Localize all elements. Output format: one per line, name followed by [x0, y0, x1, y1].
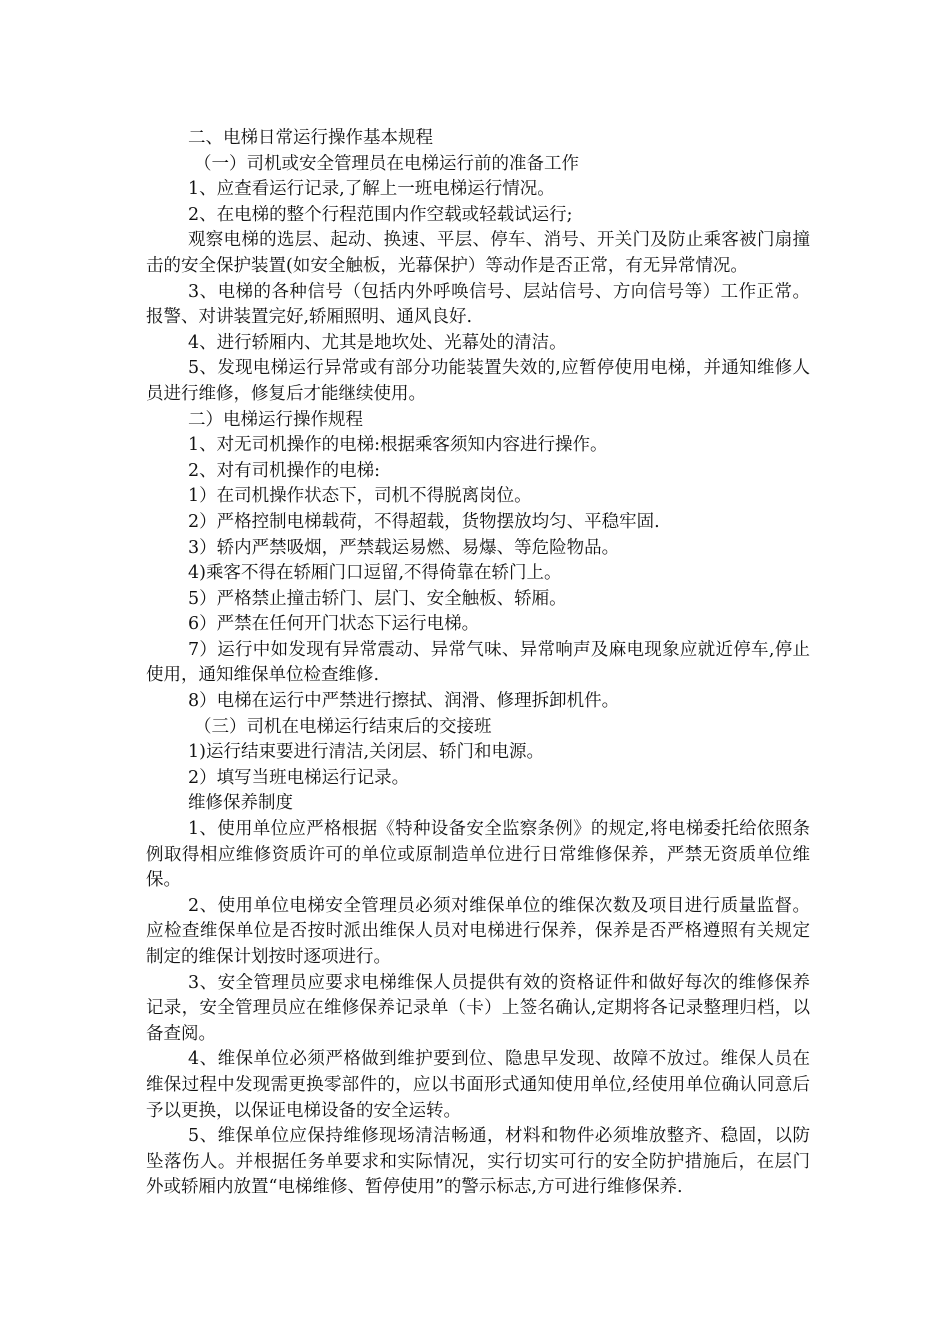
paragraph: 2、对有司机操作的电梯: — [188, 460, 381, 481]
paragraph: 3）轿内严禁吸烟，严禁载运易燃、易爆、等危险物品。 — [188, 537, 620, 558]
paragraph: 2）填写当班电梯运行记录。 — [188, 767, 410, 788]
paragraph: 1、对无司机操作的电梯:根据乘客须知内容进行操作。 — [188, 435, 608, 456]
paragraph: 4)乘客不得在轿厢门口逗留,不得倚靠在轿门上。 — [188, 563, 562, 584]
section-heading: 维修保养制度 — [188, 793, 293, 814]
paragraph: 5、发现电梯运行异常或有部分功能装置失效的,应暂停使用电梯，并通知维修人员进行维修，修复后才能继续使用。 — [146, 358, 810, 404]
document-body — [146, 126, 810, 1201]
paragraph: 8）电梯在运行中严禁进行擦拭、润滑、修理拆卸机件。 — [188, 691, 620, 712]
subsection-heading: 二）电梯运行操作规程 — [188, 409, 363, 430]
paragraph: 2、使用单位电梯安全管理员必须对维保单位的维保次数及项目进行质量监督。应检查维保单位是否按时派出维保人员对电梯进行保养，保养是否严格遵照有关规定制定的维保计划按时逐项进行。 — [146, 895, 810, 967]
paragraph: 4、维保单位必须严格做到维护要到位、隐患早发现、故障不放过。维保人员在维保过程中发现需更换零部件的，应以书面形式通知使用单位,经使用单位确认同意后予以更换，以保证电梯设备的安全运转。 — [146, 1049, 810, 1121]
subsection-heading: （一）司机或安全管理员在电梯运行前的准备工作 — [194, 153, 579, 174]
paragraph: 1、使用单位应严格根据《特种设备安全监察条例》的规定,将电梯委托给依照条例取得相应维修资质许可的单位或原制造单位进行日常维修保养，严禁无资质单位维保。 — [146, 819, 810, 891]
paragraph: 4、进行轿厢内、尤其是地坎处、光幕处的清洁。 — [188, 332, 567, 353]
section-heading: 二、电梯日常运行操作基本规程 — [188, 128, 433, 148]
paragraph: 3、安全管理员应要求电梯维保人员提供有效的资格证件和做好每次的维修保养记录，安全管理员应在维修保养记录单（卡）上签名确认,定期将各记录整理归档，以备查阅。 — [146, 972, 810, 1044]
paragraph: 1、应查看运行记录,了解上一班电梯运行情况。 — [188, 179, 555, 200]
paragraph: 5）严格禁止撞击轿门、层门、安全触板、轿厢。 — [188, 588, 567, 609]
paragraph: 1)运行结束要进行清洁,关闭层、轿门和电源。 — [188, 742, 545, 763]
paragraph: 观察电梯的选层、起动、换速、平层、停车、消号、开关门及防止乘客被门扇撞击的安全保护装置(如安全触板，光幕保护）等动作是否正常，有无异常情况。 — [146, 230, 810, 276]
paragraph: 3、电梯的各种信号（包括内外呼唤信号、层站信号、方向信号等）工作正常。报警、对讲装置完好,轿厢照明、通风良好. — [146, 281, 810, 328]
paragraph: 6）严禁在任何开门状态下运行电梯。 — [188, 614, 480, 635]
paragraph: 7）运行中如发现有异常震动、异常气味、异常响声及麻电现象应就近停车,停止使用，通知维保单位检查维修. — [146, 639, 810, 686]
paragraph: 2、在电梯的整个行程范围内作空载或轻载试运行; — [188, 204, 573, 225]
paragraph: 1）在司机操作状态下，司机不得脱离岗位。 — [188, 486, 532, 507]
paragraph: 2）严格控制电梯载荷，不得超载，货物摆放均匀、平稳牢固. — [188, 511, 660, 532]
subsection-heading: （三）司机在电梯运行结束后的交接班 — [194, 716, 492, 737]
paragraph: 5、维保单位应保持维修现场清洁畅通，材料和物件必须堆放整齐、稳固，以防坠落伤人。并根据任务单要求和实际情况，实行切实可行的安全防护措施后，在层门外或轿厢内放置“电梯维修、暂停使用”的警示标志,方可进行维修保养. — [146, 1126, 810, 1198]
